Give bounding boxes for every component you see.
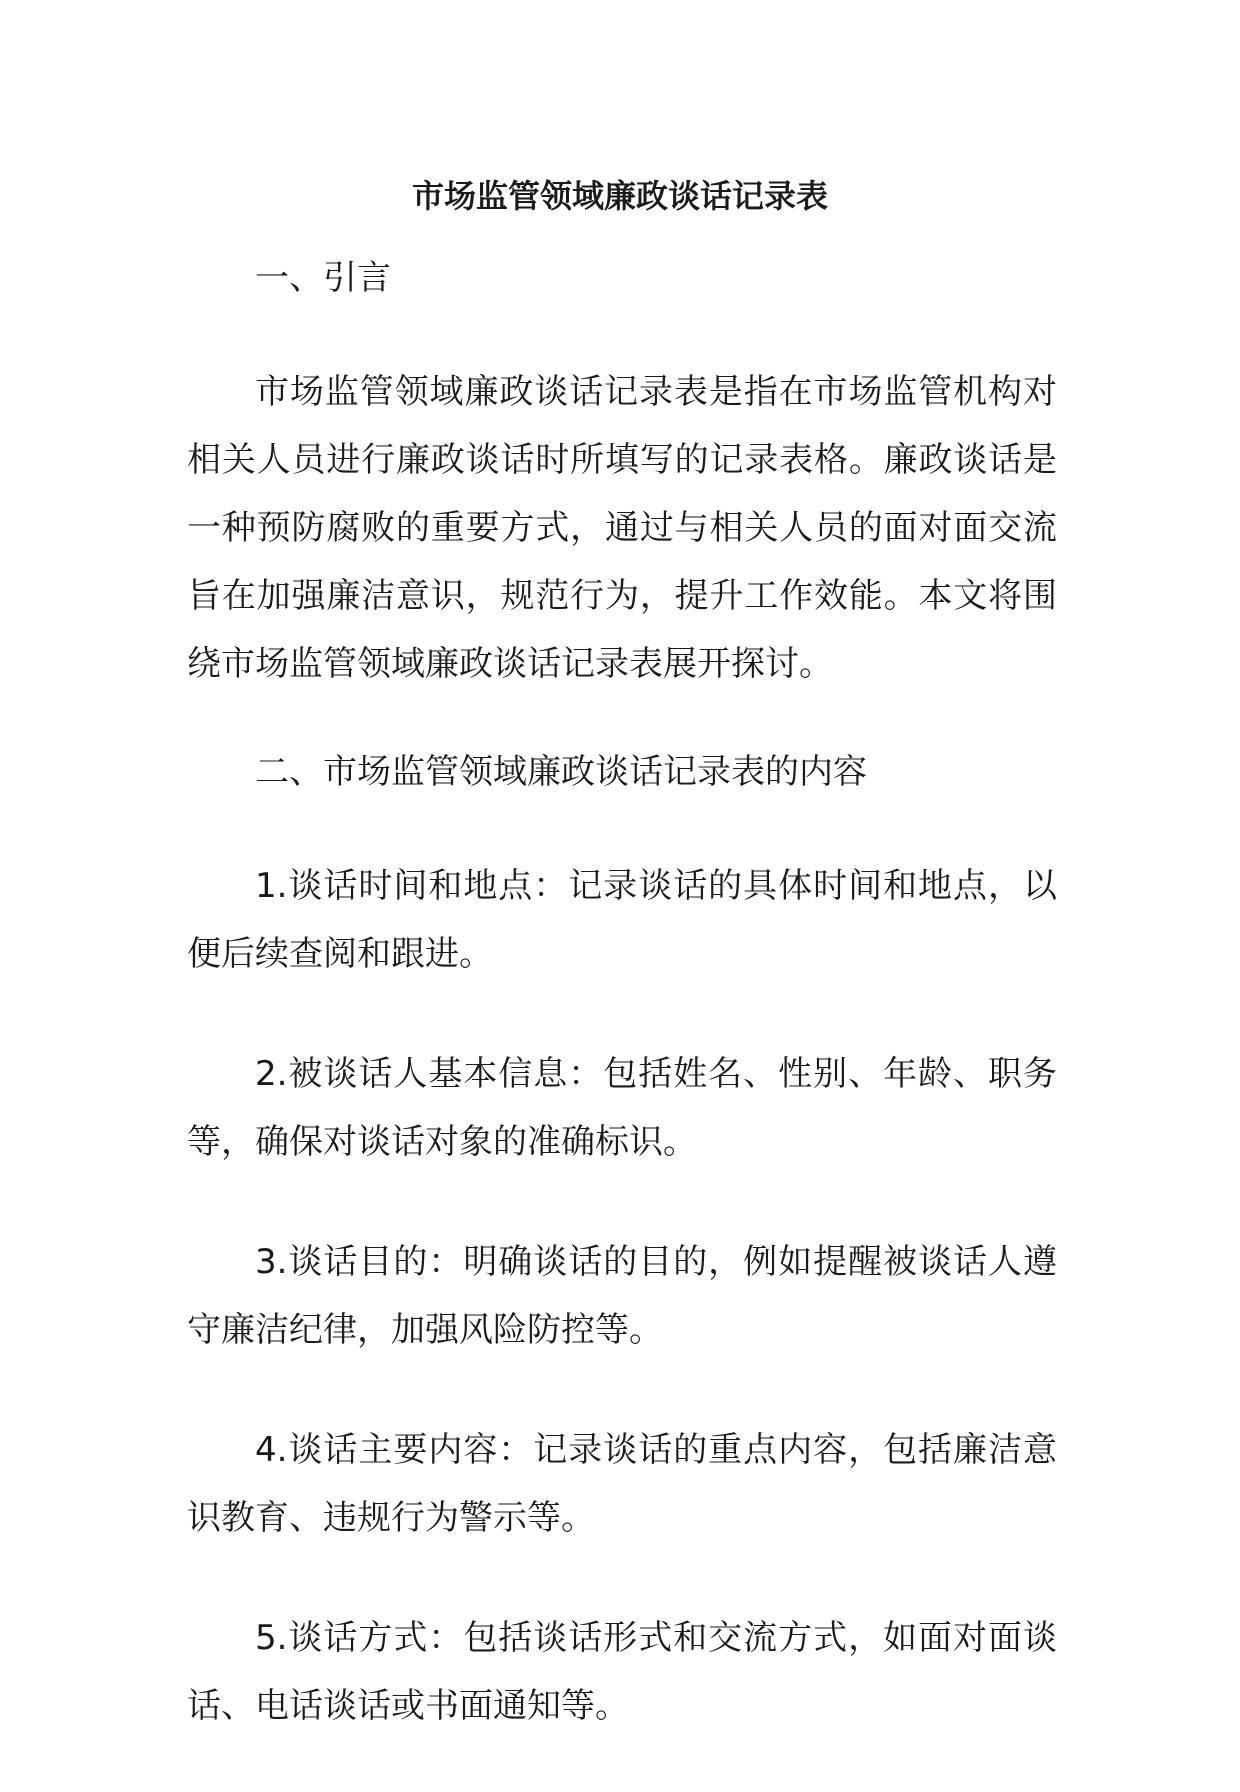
document-title: 市场监管领域廉政谈话记录表 xyxy=(411,177,828,215)
list-item-talk-method: 5.谈话方式：包括谈话形式和交流方式，如面对面谈话、电话谈话或书面通知等。 xyxy=(187,1618,1057,1726)
list-item-talk-time-place: 1.谈话时间和地点：记录谈话的具体时间和地点，以便后续查阅和跟进。 xyxy=(187,866,1057,974)
list-item-talk-content: 4.谈话主要内容：记录谈话的重点内容，包括廉洁意识教育、违规行为警示等。 xyxy=(187,1430,1057,1538)
list-item-talk-purpose: 3.谈话目的：明确谈话的目的，例如提醒被谈话人遵守廉洁纪律，加强风险防控等。 xyxy=(187,1242,1057,1350)
section-heading-introduction: 一、引言 xyxy=(255,258,391,298)
document-body xyxy=(187,244,1057,1792)
paragraph-introduction: 市场监管领域廉政谈话记录表是指在市场监管机构对相关人员进行廉政谈话时所填写的记录表格。廉政谈话是一种预防腐败的重要方式，通过与相关人员的面对面交流旨在加强廉洁意识，规范行为，提升工作效能。本文将围绕市场监管领域廉政谈话记录表展开探讨。 xyxy=(187,372,1057,684)
section-heading-contents: 二、市场监管领域廉政谈话记录表的内容 xyxy=(255,752,867,792)
list-item-interviewee-info: 2.被谈话人基本信息：包括姓名、性别、年龄、职务等，确保对谈话对象的准确标识。 xyxy=(187,1054,1057,1162)
